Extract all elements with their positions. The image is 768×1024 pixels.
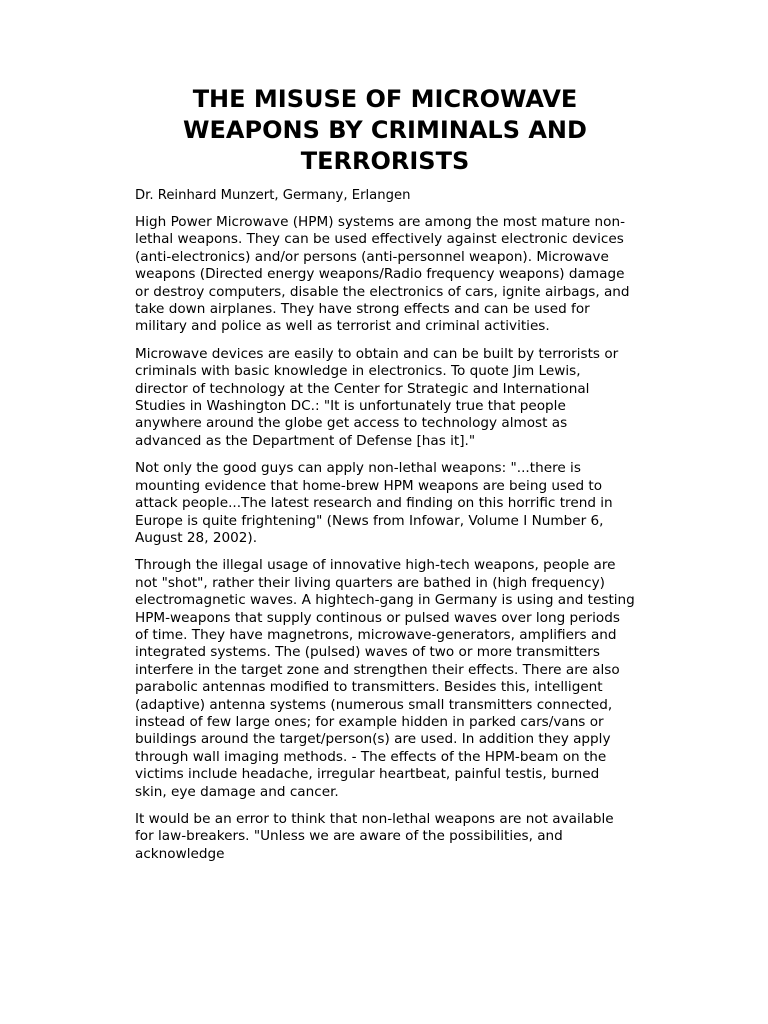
paragraph-microwave-devices: Microwave devices are easily to obtain and can be built by terrorists or criminals with basic knowledge in electronics. To quote Jim Lewis, director of technology at the Center for Strategic and International Studies in Washington DC.: "It is unfortunately true that people anywhere around the globe get access to technology almost as advanced as the Department of Defense [has it]." bbox=[135, 345, 619, 449]
paragraph-illegal-usage: Through the illegal usage of innovative high-tech weapons, people are not "shot", rather their living quarters are bathed in (high frequency) electromagnetic waves. A hightech-gang in Germany is using and testing HPM-weapons that supply continous or pulsed waves over long periods of time. They have magnetrons, microwave-generators, amplifiers and integrated systems. The (pulsed) waves of two or more transmitters interfere in the target zone and strengthen their effects. There are also parabolic antennas modified to transmitters. Besides this, intelligent (adaptive) antenna systems (numerous small transmitters connected, instead of few large ones; for example hidden in parked cars/vans or buildings around the target/person(s) are used. In addition they apply through wall imaging methods. - The effects of the HPM-beam on the victims include headache, irregular heartbeat, painful testis, burned skin, eye damage and cancer. bbox=[135, 557, 635, 800]
author-line: Dr. Reinhard Munzert, Germany, Erlangen bbox=[135, 188, 411, 203]
paragraph-good-guys: Not only the good guys can apply non-lethal weapons: "...there is mounting evidence that home-brew HPM weapons are being used to attack people...The latest research and finding on this horrific trend in Europe is quite frightening" (News from Infowar, Volume I Number 6, August 28, 2002). bbox=[135, 460, 613, 546]
document-title: THE MISUSE OF MICROWAVE WEAPONS BY CRIMINALS AND TERRORISTS bbox=[183, 85, 587, 175]
paragraph-error-to-think: It would be an error to think that non-lethal weapons are not available for law-breakers. "Unless we are aware of the possibilities, and acknowledge bbox=[135, 811, 614, 862]
document-page bbox=[135, 84, 635, 873]
paragraph-hpm-systems: High Power Microwave (HPM) systems are among the most mature non-lethal weapons. They can be used effectively against electronic devices (anti-electronics) and/or persons (anti-personnel weapon). Microwave weapons (Directed energy weapons/Radio frequency weapons) damage or destroy computers, disable the electronics of cars, ignite airbags, and take down airplanes. They have strong effects and can be used for military and police as well as terrorist and criminal activities. bbox=[135, 214, 630, 335]
